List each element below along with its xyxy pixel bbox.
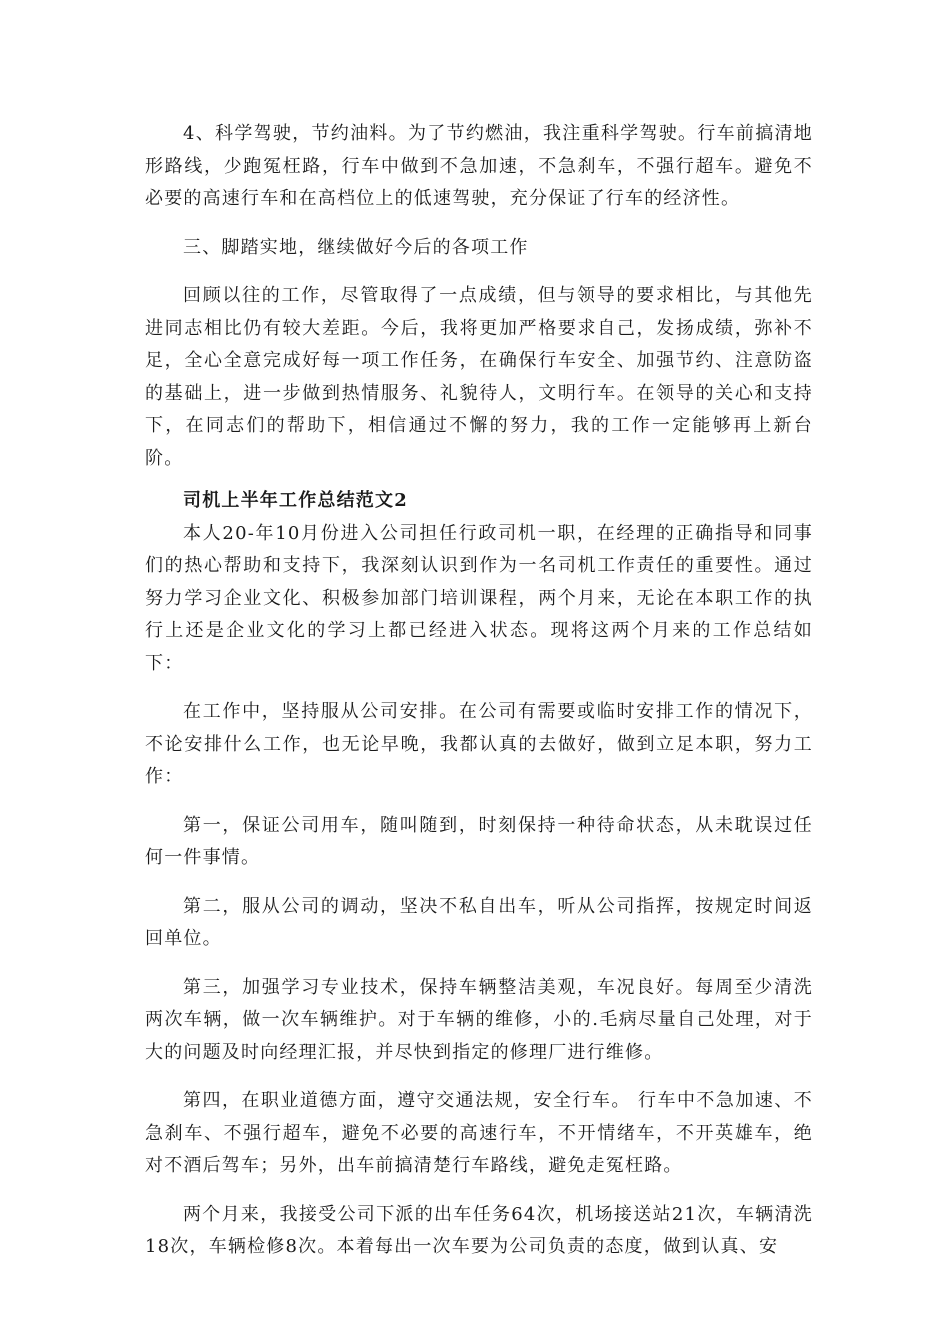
paragraph-section-three: 三、脚踏实地，继续做好今后的各项工作 (183, 236, 529, 258)
paragraph-intro: 本人20-年10月份进入公司担任行政司机一职，在经理的正确指导和同事们的热心帮助和支持下，我深刻认识到作为一名司机工作责任的重要性。通过努力学习企业文化、积极参加部门培训课程，两个月来，无论在本职工作的执行上还是企业文化的学习上都已经进入状态。现将这两个月来的工作总结如下： (145, 522, 813, 674)
paragraph-statistics: 两个月来，我接受公司下派的出车任务64次，机场接送站21次，车辆清洗18次，车辆检修8次。本着每出一次车要为公司负责的态度，做到认真、安 (145, 1203, 813, 1257)
paragraph-fuel-saving: 4、科学驾驶，节约油料。为了节约燃油，我注重科学驾驶。行车前搞清地形路线，少跑冤枉路，行车中做到不急加速，不急刹车，不强行超车。避免不必要的高速行车和在高档位上的低速驾驶，充分保证了行车的经济性。 (145, 123, 813, 209)
paragraph-obey-arrangement: 在工作中，坚持服从公司安排。在公司有需要或临时安排工作的情况下，不论安排什么工作，也无论早晚，我都认真的去做好，做到立足本职，努力工作： (145, 701, 813, 787)
paragraph-first: 第一，保证公司用车，随叫随到，时刻保持一种待命状态，从未耽误过任何一件事情。 (145, 814, 813, 868)
paragraph-review: 回顾以往的工作，尽管取得了一点成绩，但与领导的要求相比，与其他先进同志相比仍有较大差距。今后，我将更加严格要求自己，发扬成绩，弥补不足，全心全意完成好每一项工作任务，在确保行车安全、加强节约、注意防盗的基础上，进一步做到热情服务、礼貌待人，文明行车。在领导的关心和支持下，在同志们的帮助下，相信通过不懈的努力，我的工作一定能够再上新台阶。 (145, 285, 813, 469)
section-title: 司机上半年工作总结范文2 (183, 490, 408, 511)
paragraph-second: 第二，服从公司的调动，坚决不私自出车，听从公司指挥，按规定时间返回单位。 (145, 895, 813, 949)
paragraph-third: 第三，加强学习专业技术，保持车辆整洁美观，车况良好。每周至少清洗两次车辆，做一次车辆维护。对于车辆的维修，小的.毛病尽量自己处理，对于大的问题及时向经理汇报，并尽快到指定的修理厂进行维修。 (145, 976, 813, 1063)
paragraph-fourth: 第四，在职业道德方面，遵守交通法规，安全行车。 行车中不急加速、不急刹车、不强行超车，避免不必要的高速行车，不开情绪车，不开英雄车，绝对不酒后驾车；另外，出车前搞清楚行车路线，避免走冤枉路。 (145, 1090, 813, 1176)
document-page (145, 118, 813, 1264)
